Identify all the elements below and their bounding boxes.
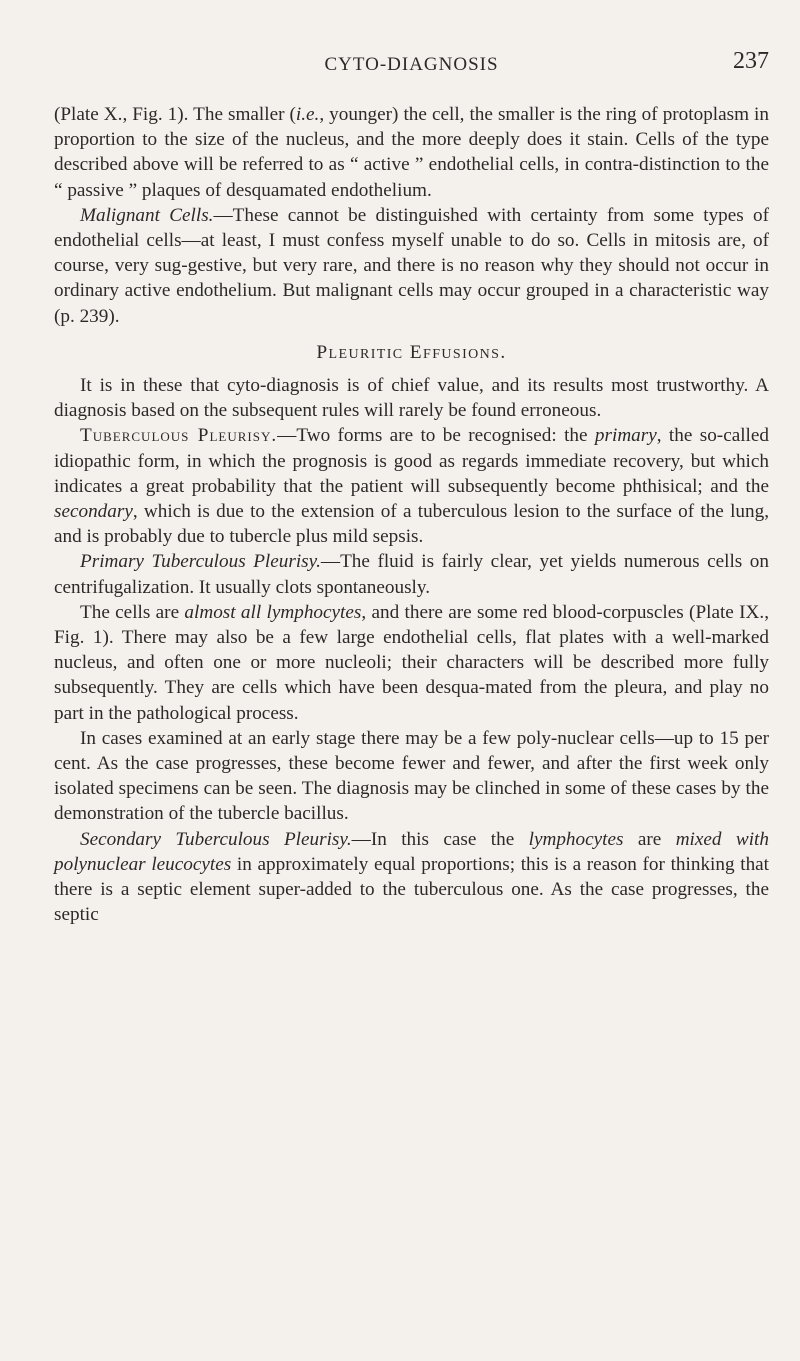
paragraph-primary-pleurisy xyxy=(54,549,769,599)
italic-run: primary xyxy=(594,425,657,447)
section-heading: Pleuritic Effusions. xyxy=(316,341,507,363)
body-text xyxy=(54,102,769,928)
text-run: In cases examined at an early stage there may be a few poly-nuclear cells—up to 15 per cent. As the case progresses, these become fewer and fewer, and after the first week only isolated specimens can be seen. The diagnosis may be clinched in some of these cases by the demonstration of the tubercle bacillus. xyxy=(54,727,769,825)
italic-run: almost all lymphocytes xyxy=(184,601,362,623)
text-run: —Two forms are to be recognised: the xyxy=(277,425,595,447)
paragraph-intro xyxy=(54,373,769,423)
paragraph-early-stage xyxy=(54,726,769,827)
italic-run: Primary Tuberculous Pleurisy. xyxy=(80,551,321,573)
running-title: CYTO-DIAGNOSIS xyxy=(324,54,499,75)
paragraph-secondary-pleurisy xyxy=(54,827,769,928)
paragraph-cells-lymphocytes xyxy=(54,600,769,726)
running-header xyxy=(54,48,769,102)
italic-run: Secondary Tuberculous Pleurisy. xyxy=(80,828,352,850)
paragraph-malignant-cells xyxy=(54,203,769,329)
text-run: , younger) the cell, the smaller is the ring of protoplasm in proportion to the size of the nucleus, and the more deeply does it stain. Cells of the type described above will be referred to as “ active ” endothelial cells, in contra-distinction to the “ passive ” plaques of desquamated endothelium. xyxy=(54,104,769,201)
text-run: —In this case the xyxy=(351,828,529,850)
paragraph-plate-x xyxy=(54,102,769,203)
book-page xyxy=(54,0,769,928)
italic-run: Malignant Cells. xyxy=(80,204,214,226)
small-caps-run: Tuberculous Pleurisy. xyxy=(80,425,278,447)
text-run: , which is due to the extension of a tuberculous lesion to the surface of the lung, and is probably due to tubercle plus mild sepsis. xyxy=(54,501,769,548)
text-run: (Plate X., Fig. 1). The smaller ( xyxy=(54,104,296,125)
page-number: 237 xyxy=(733,48,769,74)
italic-run: mixed with polynuclear leucocytes xyxy=(54,828,769,875)
text-run: , and there are some red blood-corpuscles (Plate IX., Fig. 1). There may also be a few large endothelial cells, flat plates with a well-marked nucleus, and often one or more nucleoli; their characters will be described more fully subsequently. They are cells which have been desqua-mated from the pleura, and play no part in the pathological process. xyxy=(54,601,769,724)
text-run: , the so-called idiopathic form, in which the prognosis is good as regards immediate recovery, but which indicates a great probability that the patient will subsequently become phthisical; and the xyxy=(54,425,769,497)
paragraph-tuberculous-pleurisy xyxy=(54,423,769,549)
text-run: The cells are xyxy=(80,601,185,623)
text-run: in approximately equal proportions; this is a reason for thinking that there is a septic element super-added to the tuberculous one. As the case progresses, the septic xyxy=(54,853,770,926)
italic-run: i.e. xyxy=(295,104,320,125)
italic-run: lymphocytes xyxy=(528,828,624,850)
text-run: —These cannot be distinguished with certainty from some types of endothelial cells—at least, I must confess myself unable to do so. Cells in mitosis are, of course, very sug-gestive, but very rare, and there is no reason why they should not occur in ordinary active endothelium. But malignant cells may occur grouped in a characteristic way (p. 239). xyxy=(54,204,770,327)
text-run: —The fluid is fairly clear, yet yields numerous cells on centrifugalization. It usually clots spontaneously. xyxy=(54,551,769,598)
text-run: It is in these that cyto-diagnosis is of chief value, and its results most trustworthy. A diagnosis based on the subsequent rules will rarely be found erroneous. xyxy=(54,375,769,422)
text-run: are xyxy=(623,828,676,850)
italic-run: secondary xyxy=(54,501,133,523)
